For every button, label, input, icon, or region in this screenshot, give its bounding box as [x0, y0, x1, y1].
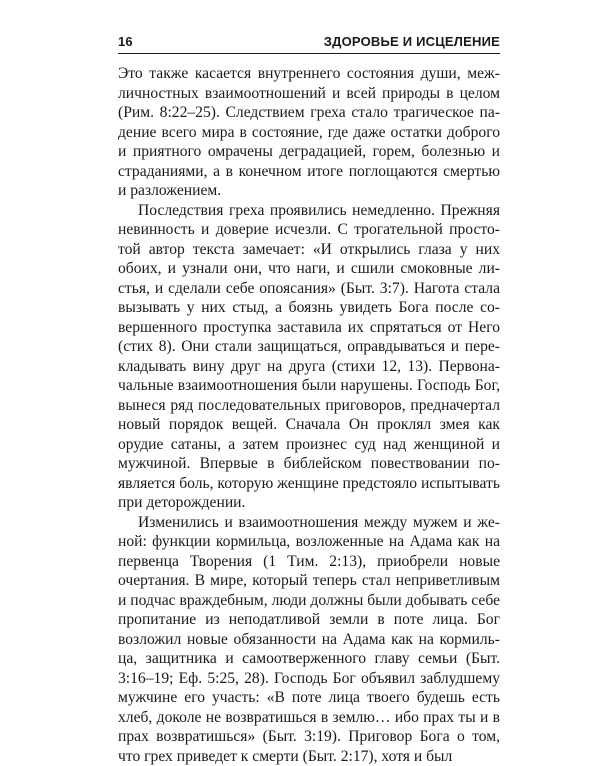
paragraph-1: Это также касается внутреннего состояния души, межличностных взаимоотношений и всей природы в целом (Рим. 8:22–25). Следствием греха стало трагическое падение всего мира в состояние, где даже остатки доброго и приятного омрачены деградацией, горем, болезнью и страданиями, а в конечном итоге поглощаются смертью и разложением.	[118, 64, 500, 201]
paragraph-2: Последствия греха проявились немедленно. Прежняя невинность и доверие исчезли. С трогательной простотой автор текста замечает: «И открылись глаза у них обоих, и узнали они, что наги, и сшили смоковные листья, и сделали себе опоясания» (Быт. 3:7). Нагота стала вызывать у них стыд, а боязнь увидеть Бога после совершенного проступка заставила их спрятаться от Него (стих 8). Они стали защищаться, оправдываться и перекладывать вину друг на друга (стихи 12, 13). Первоначальные взаимоотношения были нарушены. Господь Бог, вынеся ряд последовательных приговоров, предначертал новый порядок вещей. Сначала Он проклял змея как орудие сатаны, а затем произнес суд над женщиной и мужчиной. Впервые в библейском повествовании появляется боль, которую женщине предстояло испытывать при деторождении.	[118, 201, 500, 513]
running-header	[118, 30, 500, 52]
header-rule	[118, 53, 500, 54]
page-number: 16	[118, 34, 133, 49]
book-page	[118, 30, 500, 730]
body-text	[118, 64, 500, 766]
paragraph-3: Изменились и взаимоотношения между мужем и женой: функции кормильца, возложенные на Адама как на первенца Творения (1 Тим. 2:13), приобрели новые очертания. В мире, который теперь стал неприветливым и подчас враждебным, люди должны были добывать себе пропитание из неподатливой земли в поте лица. Бог возложил новые обязанности на Адама как на кормильца, защитника и самоотверженного главу семьи (Быт. 3:16–19; Еф. 5:25, 28). Господь Бог объявил заблудшему мужчине его участь: «В поте лица твоего будешь есть хлеб, доколе не возвратишься в землю… ибо прах ты и в прах возвратишься» (Быт. 3:19). Приговор Бога о том, что грех приведет к смерти (Быт. 2:17), хотя и был	[118, 513, 500, 766]
running-title: ЗДОРОВЬЕ И ИСЦЕЛЕНИЕ	[324, 34, 500, 49]
